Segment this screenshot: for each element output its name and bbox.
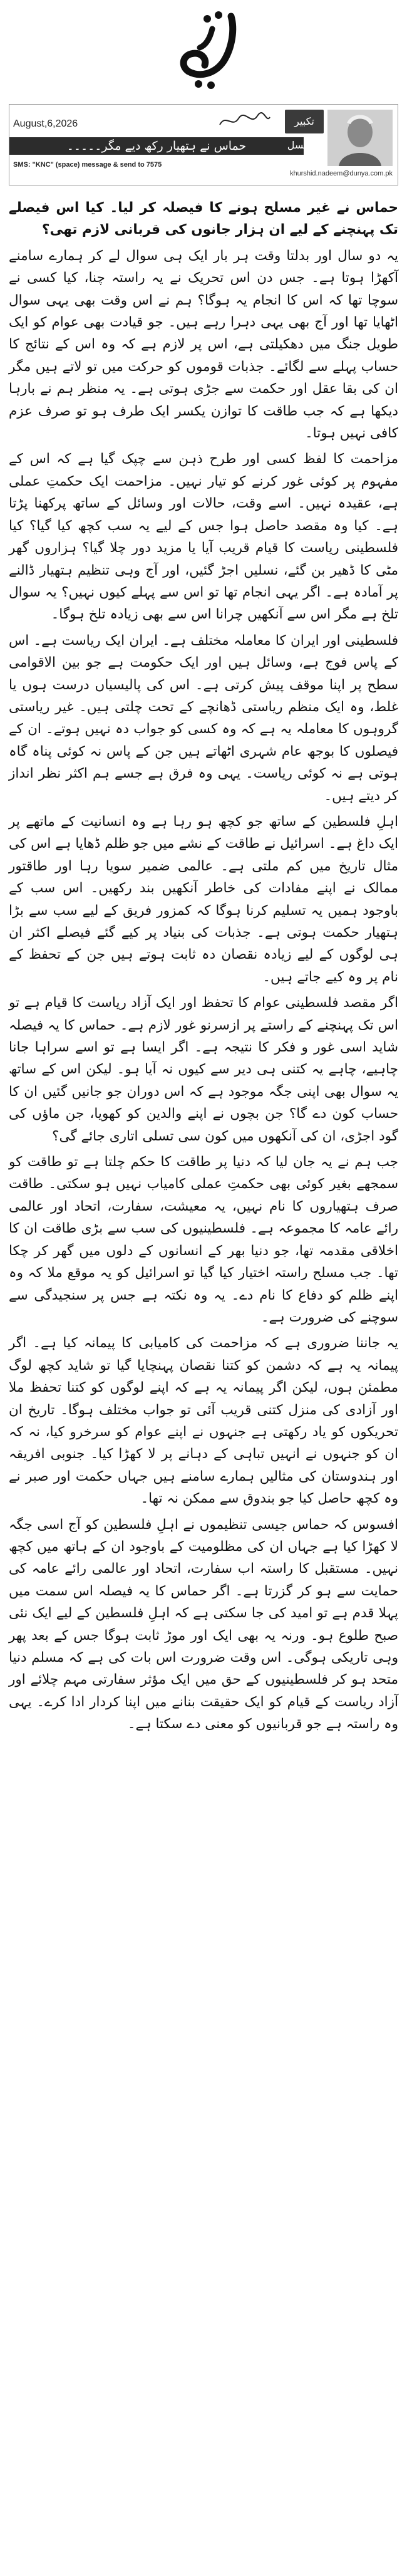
article-paragraph: یہ دو سال اور بدلتا وقت ہر بار ایک ہی سوال لے کر ہمارے سامنے آکھڑا ہوتا ہے۔ جس دن اس تحریک نے یہ راستہ چنا، کیا کسی نے سوچا تھا کہ اس کا انجام یہ ہوگا؟ ہم نے اس وقت بھی یہی سوال اٹھایا تھا اور آج بھی یہی دہرا رہے ہیں۔ جو قیادت بھی عوام کو ایک طویل جنگ میں دھکیلتی ہے، اس پر لازم ہے کہ وہ اس کے نتائج کا حساب پہلے سے لگائے۔ جذبات قوموں کو حرکت میں تو لاتے ہیں مگر ان کی بقا عقل اور حکمت سے جڑی ہوتی ہے۔ یہ منظر ہم نے بارہا دیکھا ہے کہ جب طاقت کا توازن یکسر ایک طرف ہو تو صرف عزم کافی نہیں ہوتا۔ [9, 248, 398, 442]
author-signature [216, 107, 272, 132]
column-badge: تکبیر مسلسل [285, 110, 324, 133]
article-paragraph: اہلِ فلسطین کے ساتھ جو کچھ ہو رہا ہے وہ انسانیت کے ماتھے پر ایک داغ ہے۔ اسرائیل نے طاقت کے نشے میں جو ظلم ڈھایا ہے اس کی مثال تاریخ میں کم ملتی ہے۔ عالمی ضمیر سویا رہا اور طاقتور ممالک نے اپنے مفادات کی خاطر آنکھیں بند رکھیں۔ اس سب کے باوجود ہمیں یہ تسلیم کرنا ہوگا کہ کمزور فریق کے لیے سب سے بڑا ہتھیار حکمت ہوتی ہے۔ جذبات کی بنیاد پر کیے گئے فیصلے اکثر ان ہی لوگوں کے لیے زیادہ نقصان دہ ثابت ہوتے ہیں جن کے تحفظ کے نام پر وہ کیے جاتے ہیں۔ [9, 813, 398, 985]
dunya-logo [175, 4, 244, 91]
article-paragraph: افسوس کہ حماس جیسی تنظیموں نے اہلِ فلسطین کو آج اسی جگہ لا کھڑا کیا ہے جہاں ان کی مظلومیت کے باوجود ان کے ہاتھ میں کچھ نہیں۔ مستقبل کا راستہ اب سفارت، اتحاد اور عالمی رائے عامہ کی حمایت سے ہو کر گزرتا ہے۔ اگر حماس کا یہ فیصلہ اس سمت میں پہلا قدم ہے تو امید کی جا سکتی ہے کہ اہلِ فلسطین کے لیے ایک نئی صبح طلوع ہو۔ ورنہ یہ بھی ایک اور موڑ ثابت ہوگا جس کے بعد پھر وہی تاریکی ہوگی۔ اس وقت ضرورت اس بات کی ہے کہ مسلم دنیا متحد ہو کر فلسطینیوں کے حق میں ایک مؤثر سفارتی مہم چلائے اور آزاد ریاست کے قیام کو ایک حقیقت بنانے میں اپنا کردار ادا کرے۔ یہی وہ راستہ ہے جو قربانیوں کو معنی دے سکتا ہے۔ [9, 1516, 398, 1733]
author-photo [327, 110, 393, 166]
column-title: حماس نے ہتھیار رکھ دیے مگر۔۔۔۔۔ [9, 137, 304, 155]
author-email[interactable]: khurshid.nadeem@dunya.com.pk [289, 170, 393, 177]
column-header [9, 104, 398, 185]
article-paragraph: جب ہم نے یہ جان لیا کہ دنیا پر طاقت کا حکم چلتا ہے تو طاقت کو سمجھے بغیر کوئی بھی حکمتِ عملی کامیاب نہیں ہو سکتی۔ طاقت صرف ہتھیاروں کا نام نہیں، یہ معیشت، سفارت، اتحاد اور عالمی رائے عامہ کا مجموعہ ہے۔ فلسطینیوں کی سب سے بڑی طاقت ان کا اخلاقی مقدمہ تھا، جو دنیا بھر کے انسانوں کے دلوں میں گھر کر چکا تھا۔ جب مسلح راستہ اختیار کیا گیا تو اسرائیل کو یہ موقع ملا کہ وہ اپنے ظلم کو دفاع کا نام دے۔ یہ وہ نکتہ ہے جس پر سنجیدگی سے سوچنے کی ضرورت ہے۔ [9, 1154, 398, 1325]
article-paragraph-lead: حماس نے غیر مسلح ہونے کا فیصلہ کر لیا۔ کیا اس فیصلے تک پہنچنے کے لیے ان ہزار جانوں کی قربانی لازم تھی؟ [9, 200, 398, 238]
sms-instructions: SMS: "KNC" (space) message & send to 7575 [13, 161, 162, 169]
masthead [9, 4, 398, 98]
signature-icon [216, 107, 272, 132]
author-portrait-icon [327, 110, 393, 166]
article-body [9, 197, 398, 1736]
article-paragraph: یہ جاننا ضروری ہے کہ مزاحمت کی کامیابی کا پیمانہ کیا ہے۔ اگر پیمانہ یہ ہے کہ دشمن کو کتنا نقصان پہنچایا گیا تو شاید کچھ لوگ مطمئن ہوں، لیکن اگر پیمانہ یہ ہے کہ اپنے لوگوں کو کتنا تحفظ ملا اور آزادی کی منزل کتنی قریب آئی تو جواب مختلف ہوگا۔ تاریخ ان تحریکوں کو یاد رکھتی ہے جنہوں نے اپنے عوام کو سرخرو کیا، نہ کہ ان کو جنہوں نے انہیں تباہی کے دہانے پر لا کھڑا کیا۔ جنوبی افریقہ اور ہندوستان کی مثالیں ہمارے سامنے ہیں جہاں حکمت اور صبر نے وہ کچھ حاصل کیا جو بندوق سے ممکن نہ تھا۔ [9, 1335, 398, 1507]
publish-date: August,6,2026 [13, 118, 78, 129]
article-paragraph: اگر مقصد فلسطینی عوام کا تحفظ اور ایک آزاد ریاست کا قیام ہے تو اس تک پہنچنے کے راستے پر ازسرنو غور لازم ہے۔ حماس کا یہ فیصلہ شاید اسی غور و فکر کا نتیجہ ہے۔ اگر ایسا ہے تو اسے سراہا جانا چاہیے، چاہے یہ کتنی ہی دیر سے کیوں نہ آیا ہو۔ لیکن اس کے ساتھ یہ سوال بھی اپنی جگہ موجود ہے کہ اس دوران جو جانیں گئیں ان کا حساب کون دے گا؟ جن بچوں نے اپنے والدین کو کھویا، جن ماؤں کی گود اجڑی، ان کی آنکھوں میں کون سی تسلی اتاری جائے گی؟ [9, 995, 398, 1144]
article-paragraph: مزاحمت کا لفظ کسی اور طرح ذہن سے چپک گیا ہے کہ اس کے مفہوم پر کوئی غور کرنے کو تیار نہیں۔ مزاحمت ایک حکمتِ عملی ہے، عقیدہ نہیں۔ اسے وقت، حالات اور وسائل کے ساتھ پرکھنا پڑتا ہے۔ کیا وہ مقصد حاصل ہوا جس کے لیے یہ سب کچھ کیا گیا؟ کیا فلسطینی ریاست کا قیام قریب آیا یا مزید دور چلا گیا؟ ہزاروں گھر مٹی کا ڈھیر بن گئے، نسلیں اجڑ گئیں، اور آج وہی تنظیم ہتھیار ڈالنے پر آمادہ ہے۔ اگر یہی انجام تھا تو اس سے پہلے کیوں نہیں؟ یہ سوال تلخ ہے مگر اس سے آنکھیں چرانا اس سے بھی زیادہ تلخ ہوگا۔ [9, 451, 398, 623]
dunya-logo-icon [175, 4, 244, 91]
article-paragraph: فلسطینی اور ایران کا معاملہ مختلف ہے۔ ایران ایک ریاست ہے۔ اس کے پاس فوج ہے، وسائل ہیں اور ایک حکومت ہے جو بین الاقوامی سطح پر اپنا موقف پیش کرتی ہے۔ اس کی پالیسیاں درست ہوں یا غلط، وہ ایک منظم ریاستی ڈھانچے کے تحت چلتی ہیں۔ غیر ریاستی گروہوں کا معاملہ یہ ہے کہ وہ کسی کو جواب دہ نہیں ہوتے۔ ان کے فیصلوں کا بوجھ عام شہری اٹھاتے ہیں جن کے پاس نہ کوئی پناہ گاہ ہوتی ہے نہ کوئی ریاست۔ یہی وہ فرق ہے جسے ہم اکثر نظر انداز کر دیتے ہیں۔ [9, 632, 398, 804]
